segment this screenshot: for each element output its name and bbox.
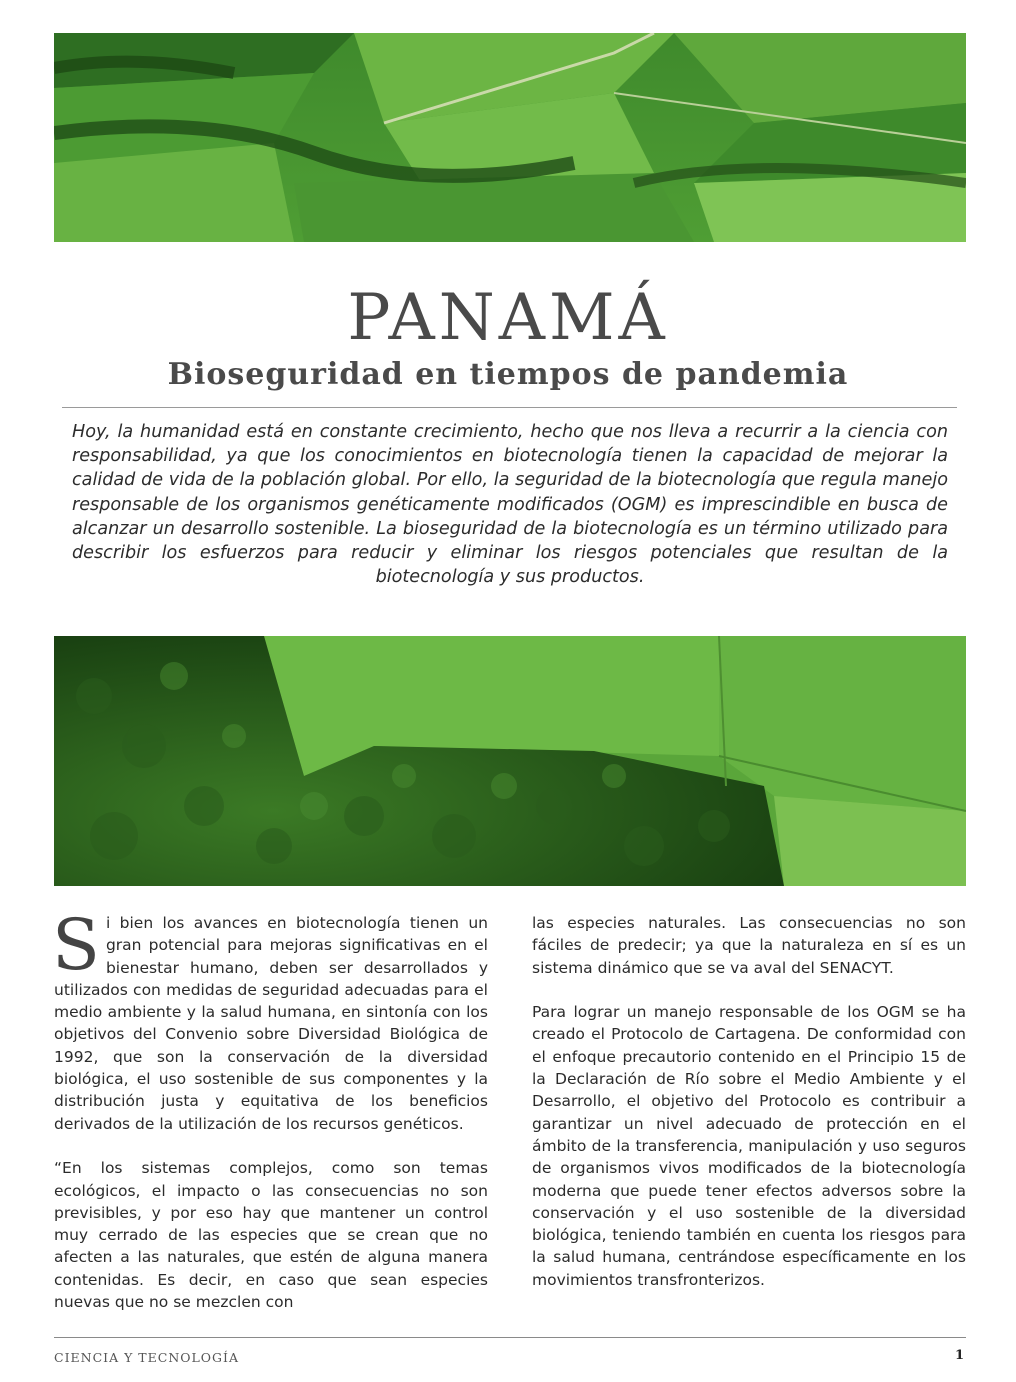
aerial-farmland-photo (54, 33, 966, 242)
drop-cap: S (52, 904, 100, 986)
paragraph-text: i bien los avances en biotecnología tienen un gran potencial para mejoras significativas en el bienestar humano, deben ser desarrollados y utilizados con medidas de seguridad adecuadas para el medio ambiente y la salud humana, en sintonía con los objetivos del Convenio sobre Diversidad Biológica de 1992, que son la conservación de la diversidad biológica, el uso sostenible de sus componentes y la distribución justa y equitativa de los beneficios derivados de la utilización de los recursos genéticos. (54, 914, 488, 1133)
body-column-right (532, 912, 966, 1291)
body-paragraph (52, 904, 488, 1135)
title-divider (62, 407, 957, 408)
page-title: PANAMÁ (347, 281, 669, 355)
page-number: 1 (954, 1348, 964, 1363)
aerial-farmland-image (54, 33, 966, 242)
forest-field-image (54, 636, 966, 886)
body-column-left (52, 904, 488, 1313)
body-paragraph: las especies naturales. Las consecuencias no son fáciles de predecir; ya que la naturaleza en sí es un sistema dinámico que se va aval del SENACYT. (532, 914, 966, 977)
body-paragraph: Para lograr un manejo responsable de los OGM se ha creado el Protocolo de Cartagena. De conformidad con el enfoque precautorio contenido en el Principio 15 de la Declaración de Río sobre el Medio Ambiente y el Desarrollo, el objetivo del Protocolo es contribuir a garantizar un nivel adecuado de protección en el ámbito de la transferencia, manipulación y uso seguros de organismos vivos modificados de la biotecnología moderna que puede tener efectos adversos sobre la conservación y el uso sostenible de la diversidad biológica, teniendo también en cuenta los riesgos para la salud humana, centrándose específicamente en los movimientos transfronterizos. (532, 1003, 966, 1289)
footer-section-label: CIENCIA Y TECNOLOGÍA (54, 1350, 240, 1365)
footer-divider (54, 1337, 966, 1338)
body-paragraph: “En los sistemas complejos, como son temas ecológicos, el impacto o las consecuencias no son previsibles, y por eso hay que mantener un control muy cerrado de las especies que se crean que no afecten a las naturales, que estén de alguna manera contenidas. Es decir, en caso que sean especies nuevas que no se mezclen con (54, 1159, 488, 1312)
intro-paragraph: Hoy, la humanidad está en constante crecimiento, hecho que nos lleva a recurrir a la ciencia con responsabilidad, ya que los conocimientos en biotecnología tienen la capacidad de mejorar la calidad de vida de la población global. Por ello, la seguridad de la biotecnología que regula manejo responsable de los organismos genéticamente modificados (OGM) es imprescindible en busca de alcanzar un desarrollo sostenible. La bioseguridad de la biotecnología es un término utilizado para describir los esfuerzos para reducir y eliminar los riesgos potenciales que resultan de la biotecnología y sus productos. (72, 422, 948, 588)
forest-field-photo (54, 636, 966, 886)
page-subtitle: Bioseguridad en tiempos de pandemia (167, 357, 849, 392)
